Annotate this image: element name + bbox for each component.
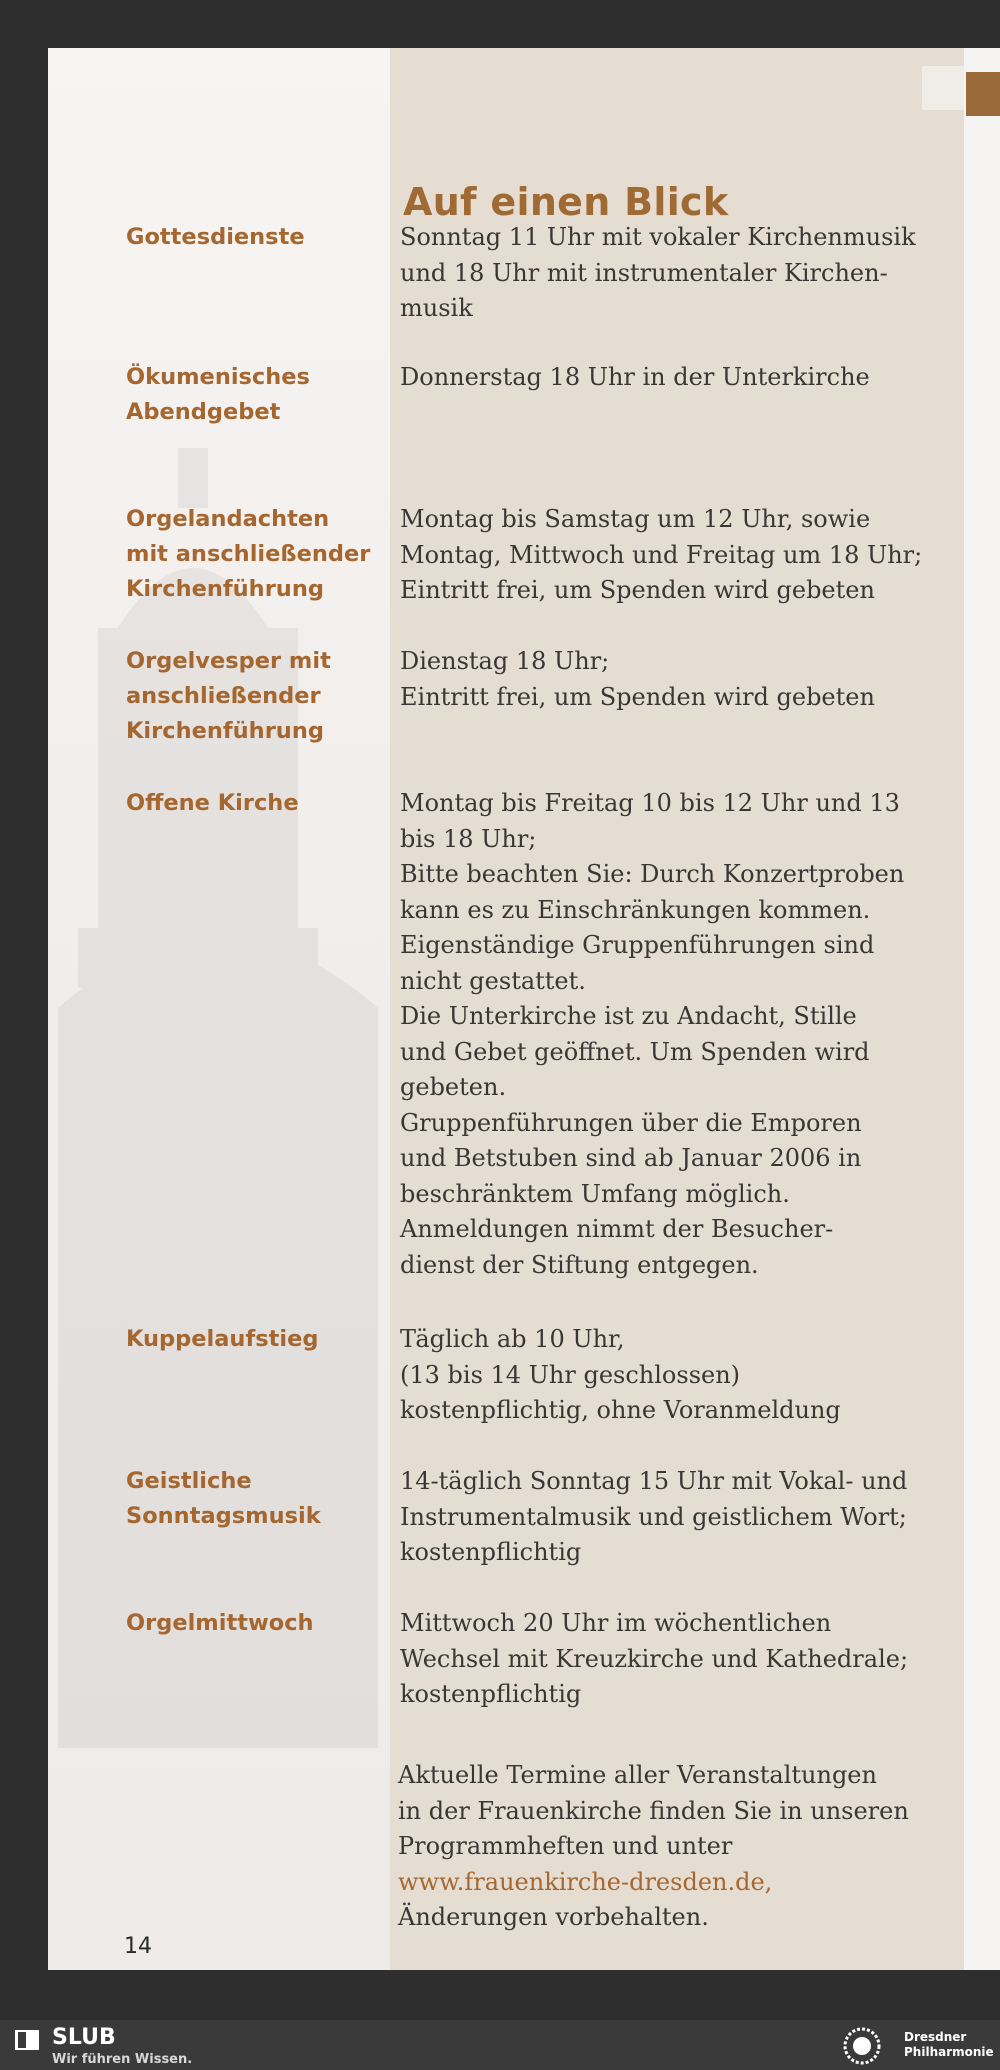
page-corner xyxy=(922,66,964,110)
entry-description-line: gebeten. xyxy=(400,1073,507,1101)
entry-label-line: Orgelandachten xyxy=(126,506,330,532)
entry-label-line: Offene Kirche xyxy=(126,790,299,816)
entry-label-line: anschließender xyxy=(126,683,321,709)
brochure-page xyxy=(48,48,964,1970)
footer-line: Änderungen vorbehalten. xyxy=(398,1903,709,1931)
website-link[interactable]: www.frauenkirche-dresden.de, xyxy=(398,1867,773,1896)
entry-label-line: Abendgebet xyxy=(126,399,281,425)
entry-description-line: Dienstag 18 Uhr; xyxy=(400,647,610,675)
entry-description-line: Montag bis Samstag um 12 Uhr, sowie xyxy=(400,505,871,533)
footer-line: in der Frauenkirche finden Sie in unseren xyxy=(398,1796,909,1825)
entry-description xyxy=(400,644,955,715)
footer-line: Programmheften und unter xyxy=(398,1832,733,1860)
entry-description-line: Eigenständige Gruppenführungen sind xyxy=(400,931,875,959)
entry-description xyxy=(400,1464,955,1571)
entry-label xyxy=(126,502,381,607)
entry-description-line: 14-täglich Sonntag 15 Uhr mit Vokal- und xyxy=(400,1467,908,1495)
entry-label xyxy=(126,1322,381,1357)
entry-description-line: Täglich ab 10 Uhr, xyxy=(400,1325,625,1353)
entry-label xyxy=(126,1606,381,1641)
entry-description-line: kostenpflichtig xyxy=(400,1680,582,1708)
entry-description-line: Donnerstag 18 Uhr in der Unterkirche xyxy=(400,363,870,391)
philharmonie-logo-icon[interactable] xyxy=(842,2026,882,2066)
left-column xyxy=(48,48,390,1970)
entry-label-line: Orgelmittwoch xyxy=(126,1610,314,1636)
entry-description-line: Montag bis Freitag 10 bis 12 Uhr und 13 xyxy=(400,789,900,817)
entry-description-line: kostenpflichtig, ohne Voranmeldung xyxy=(400,1396,841,1424)
entry-description-line: beschränktem Umfang möglich. xyxy=(400,1179,790,1208)
page-title: Auf einen Blick xyxy=(403,180,729,224)
partner-line: Dresdner xyxy=(904,2030,967,2044)
footer-note xyxy=(398,1758,958,1936)
library-tagline: Wir führen Wissen. xyxy=(52,2052,193,2067)
entry-description-line: Sonntag 11 Uhr mit vokaler Kirchenmusik xyxy=(400,223,916,251)
partner-line: Philharmonie xyxy=(904,2045,994,2059)
entry-label xyxy=(126,1464,381,1534)
entry-description-line: Die Unterkirche ist zu Andacht, Stille xyxy=(400,1002,857,1030)
entry-description xyxy=(400,786,955,1283)
entry-description-line: Gruppenführungen über die Emporen xyxy=(400,1108,862,1137)
entry-description xyxy=(400,502,955,609)
entry-description xyxy=(400,1606,955,1713)
entry-description-line: Instrumentalmusik und geistlichem Wort; xyxy=(400,1502,907,1531)
entry-description-line: und 18 Uhr mit instrumentaler Kirchen- xyxy=(400,258,888,287)
entry-description-line: (13 bis 14 Uhr geschlossen) xyxy=(400,1360,741,1389)
entry-label-line: mit anschließender xyxy=(126,541,371,567)
footer-line: Aktuelle Termine aller Veranstaltungen xyxy=(398,1761,877,1789)
next-page-edge xyxy=(964,48,1000,1970)
entry-label-line: Gottesdienste xyxy=(126,224,305,250)
viewer-bottom-bar xyxy=(0,2020,1000,2070)
entry-description-line: bis 18 Uhr; xyxy=(400,824,537,853)
entry-description-line: Bitte beachten Sie: Durch Konzertproben xyxy=(400,860,905,888)
entry-description-line: und Betstuben sind ab Januar 2006 in xyxy=(400,1144,862,1172)
entry-label-line: Kirchenführung xyxy=(126,718,324,744)
entry-description-line: Mittwoch 20 Uhr im wöchentlichen xyxy=(400,1609,832,1637)
entry-description-line: Eintritt frei, um Spenden wird gebeten xyxy=(400,576,875,604)
entry-description xyxy=(400,1322,955,1429)
page-number: 14 xyxy=(124,1934,152,1959)
entry-label-line: Orgelvesper mit xyxy=(126,648,331,674)
entry-label xyxy=(126,220,381,255)
entry-description-line: Eintritt frei, um Spenden wird gebeten xyxy=(400,682,875,711)
entry-label xyxy=(126,360,381,430)
entry-label-line: Ökumenisches xyxy=(126,364,310,390)
entry-label xyxy=(126,786,381,821)
book-icon xyxy=(14,2028,40,2052)
church-watermark-image xyxy=(58,448,378,1748)
entry-label xyxy=(126,644,381,749)
entry-label-line: Geistliche xyxy=(126,1468,252,1494)
partner-name xyxy=(904,2030,994,2060)
entry-label-line: Sonntagsmusik xyxy=(126,1503,321,1529)
entry-description xyxy=(400,220,955,327)
entry-description-line: kostenpflichtig xyxy=(400,1538,582,1566)
entry-description-line: Montag, Mittwoch und Freitag um 18 Uhr; xyxy=(400,540,923,569)
entry-description-line: kann es zu Einschränkungen kommen. xyxy=(400,895,871,924)
entry-description-line: Wechsel mit Kreuzkirche und Kathedrale; xyxy=(400,1644,909,1673)
entry-description-line: nicht gestattet. xyxy=(400,966,586,995)
library-name[interactable]: SLUB xyxy=(52,2025,116,2050)
entry-description-line: Anmeldungen nimmt der Besucher- xyxy=(400,1215,834,1243)
entry-description-line: und Gebet geöffnet. Um Spenden wird xyxy=(400,1037,870,1066)
entry-label-line: Kirchenführung xyxy=(126,576,324,602)
page-tab-marker xyxy=(966,72,1000,116)
entry-description xyxy=(400,360,955,396)
entry-description-line: dienst der Stiftung entgegen. xyxy=(400,1250,759,1279)
entry-label-line: Kuppelaufstieg xyxy=(126,1326,319,1352)
entry-description-line: musik xyxy=(400,294,473,322)
